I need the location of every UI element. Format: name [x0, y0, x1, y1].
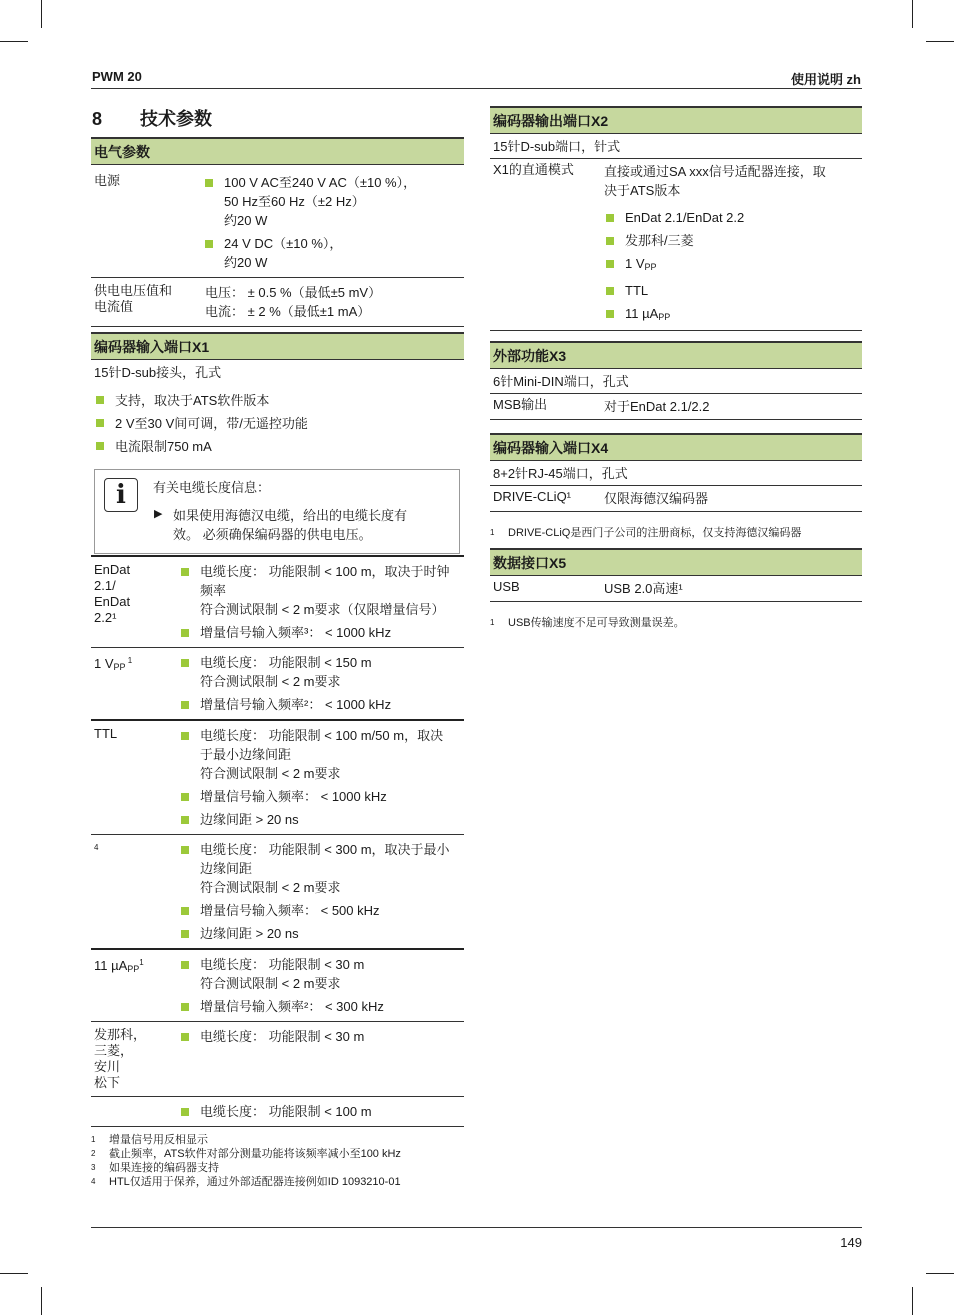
bullet-icon: [181, 568, 189, 576]
row-label-line: USB: [493, 579, 520, 594]
header-product: PWM 20: [92, 69, 142, 84]
bullet-item: [181, 810, 464, 829]
row-text-line: USB 2.0高速¹: [604, 581, 683, 596]
row-label-line-part: 1 V: [94, 656, 114, 671]
row-label: [91, 1027, 181, 1091]
encoder-input-x4-section: [490, 433, 862, 540]
bullet-item: [181, 695, 464, 714]
row-content: [181, 955, 464, 1016]
header-rule: [91, 88, 862, 89]
data-interface-x5-section: [490, 548, 862, 630]
table-row: [91, 950, 464, 1022]
chapter-title: 技术参数: [140, 109, 212, 129]
bullet-item: [181, 901, 464, 920]
table-row: [91, 165, 464, 278]
section-title: 电气参数: [91, 137, 464, 165]
encoder-cable-table: [91, 555, 464, 1127]
bullet-text: 约20 W: [224, 255, 268, 270]
crop-mark: [0, 41, 28, 42]
row-label: [91, 173, 205, 272]
bullet-list: [181, 653, 464, 714]
cable-length-info-box: [94, 469, 460, 554]
row-label-line-part: 1: [125, 656, 133, 665]
table-row: [91, 1097, 464, 1127]
footnote-number: 1: [490, 618, 495, 627]
row-label: [490, 397, 604, 416]
bullet-item: [181, 924, 464, 943]
bullet-list: [181, 955, 464, 1016]
info-text-line: 效。 必须确保编码器的供电电压。: [173, 527, 372, 542]
row-label-line: MSB输出: [493, 397, 548, 412]
bullet-icon: [181, 961, 189, 969]
bullet-text: 100 V AC至240 V AC（±10 %），: [224, 175, 417, 190]
row-label-line: EnDat: [94, 562, 131, 577]
row-label: [91, 562, 181, 642]
row-text-line: 直接或通过SA xxx信号适配器连接，取: [604, 164, 826, 179]
footnote-text: HTL仅适用于保养，通过外部适配器连接例如ID 1093210-01: [109, 1176, 401, 1188]
chapter-number: 8: [92, 109, 103, 129]
row-content: [604, 397, 862, 416]
footnote-number: 4: [91, 1177, 96, 1186]
section-title: 编码器输入端口X4: [490, 433, 862, 461]
table-row: [490, 576, 862, 602]
table-row: [490, 394, 862, 420]
bullet-icon: [181, 793, 189, 801]
bullet-icon: [606, 214, 614, 222]
bullet-icon: [181, 629, 189, 637]
bullet-icon: [181, 1033, 189, 1041]
bullet-list: [181, 840, 464, 943]
section-title: 编码器输入端口X1: [91, 332, 464, 360]
bullet-item: [604, 281, 862, 300]
bullet-text: 增量信号输入频率²： < 300 kHz: [200, 999, 384, 1014]
table-row: [91, 278, 464, 327]
table-row: [91, 721, 464, 835]
bullet-text: 增量信号输入频率³： < 1000 kHz: [200, 625, 392, 640]
bullet-text: 增量信号输入频率： < 1000 kHz: [200, 789, 387, 804]
bullet-text: 符合测试限制 < 2 m要求: [200, 976, 341, 991]
bullet-text: 边缘间距 > 20 ns: [200, 812, 299, 827]
bullet-list: [181, 726, 464, 829]
row-label-line: EnDat: [94, 594, 131, 609]
row-label-line: 2.2¹: [94, 610, 117, 625]
encoder-input-x1-section: [91, 332, 464, 459]
bullet-text: 边缘间距: [200, 861, 253, 876]
row-content: [181, 1027, 464, 1091]
bullet-icon: [181, 1108, 189, 1116]
bullet-text-part: PP: [644, 262, 657, 272]
bullet-item: [604, 208, 862, 227]
section-subtitle: 15针D-sub端口，针式: [490, 134, 862, 159]
row-content: [181, 840, 464, 943]
bullet-item: [205, 234, 464, 272]
bullet-text: 增量信号输入频率²： < 1000 kHz: [200, 697, 392, 712]
row-label-line: 2.1/: [94, 578, 116, 593]
footnote-text: 如果连接的编码器支持: [109, 1162, 219, 1174]
row-label: [490, 162, 604, 327]
bullet-item: [181, 997, 464, 1016]
section-title: 外部功能X3: [490, 341, 862, 369]
bullet-icon: [606, 310, 614, 318]
row-text: [604, 397, 862, 416]
crop-mark: [912, 0, 913, 28]
footnotes: [91, 1133, 464, 1189]
footnote-text: USB传输速度不足可导致测量误差。: [508, 617, 685, 629]
bullet-text: 增量信号输入频率： < 500 kHz: [200, 903, 380, 918]
bullet-item: [181, 840, 464, 897]
bullet-text: EnDat 2.1/EnDat 2.2: [625, 210, 745, 225]
row-content: [181, 562, 464, 642]
crop-mark: [41, 1287, 42, 1315]
section-title: 编码器输出端口X2: [490, 106, 862, 134]
row-label-line: X1的直通模式: [493, 162, 574, 177]
bullet-text: [625, 254, 862, 277]
bullet-text: 电缆长度： 功能限制 < 150 m: [200, 655, 372, 670]
bullet-icon: [181, 1003, 189, 1011]
crop-mark: [41, 0, 42, 28]
crop-mark: [926, 1273, 954, 1274]
bullet-text: 电流限制750 mA: [115, 439, 212, 454]
footnote-text: DRIVE-CLiQ是西门子公司的注册商标，仅支持海德汉编码器: [508, 527, 802, 539]
bullet-icon: [606, 260, 614, 268]
row-text-line: 仅限海德汉编码器: [604, 491, 709, 506]
row-text-line: 对于EnDat 2.1/2.2: [604, 399, 710, 414]
external-function-x3-section: [490, 341, 862, 420]
row-label-line-part: 11 µA: [94, 958, 128, 973]
row-content: [205, 173, 464, 272]
chapter-heading: [92, 105, 212, 131]
bullet-icon: [181, 930, 189, 938]
footnote: [91, 1133, 464, 1147]
bullet-text: 电缆长度： 功能限制 < 100 m: [200, 1104, 372, 1119]
footnote: [91, 1175, 464, 1189]
row-label-line: 电源: [94, 173, 121, 188]
bullet-item: [181, 653, 464, 691]
crop-mark: [0, 1273, 28, 1274]
row-label-line: [94, 840, 181, 859]
row-content: [181, 726, 464, 829]
footnote-number: 3: [91, 1163, 96, 1172]
row-label-line: 供电电压值和: [94, 283, 173, 298]
bullet-icon: [181, 816, 189, 824]
bullet-icon: [181, 907, 189, 915]
bullet-text: 支持，取决于ATS软件版本: [115, 393, 270, 408]
crop-mark: [926, 41, 954, 42]
bullet-text-part: 11 µA: [625, 306, 659, 321]
bullet-item: [181, 726, 464, 783]
row-content: [604, 489, 862, 508]
row-text-line: 决于ATS版本: [604, 183, 681, 198]
bullet-text-part: 1 V: [625, 256, 645, 271]
bullet-list: [181, 1102, 464, 1121]
bullet-icon: [181, 659, 189, 667]
arrow-icon: ▶: [154, 508, 163, 520]
bullet-text: 边缘间距 > 20 ns: [200, 926, 299, 941]
bullet-text: 2 V至30 V间可调，带/无遥控功能: [115, 416, 308, 431]
bullet-text: 发那科/三菱: [625, 233, 694, 248]
bullet-text: 约20 W: [224, 213, 268, 228]
bullet-item: [205, 173, 464, 230]
row-label-line: 三菱，: [94, 1043, 134, 1058]
bullet-icon: [181, 732, 189, 740]
bullet-item: [181, 623, 464, 642]
bullet-text: 频率: [200, 583, 227, 598]
page-number: 149: [840, 1235, 862, 1250]
bullet-item: [604, 304, 862, 327]
bullet-item: [91, 413, 464, 432]
row-text-line: 电流： ± 2 %（最低±1 mA）: [205, 304, 371, 319]
table-row: [91, 648, 464, 721]
bullet-list: [91, 390, 464, 455]
row-text: [604, 162, 862, 200]
bullet-list: [181, 1027, 464, 1046]
bullet-icon: [96, 396, 104, 404]
bullet-text: 电缆长度： 功能限制 < 300 m，取决于最小: [200, 842, 450, 857]
bullet-list: [181, 562, 464, 642]
bullet-item: [181, 1102, 464, 1121]
row-text: [205, 283, 464, 321]
info-text-line: 如果使用海德汉电缆，给出的电缆长度有: [173, 508, 408, 523]
footnote: [91, 1147, 464, 1161]
bullet-text: 50 Hz至60 Hz（±2 Hz）: [224, 194, 365, 209]
bullet-text: 符合测试限制 < 2 m要求: [200, 766, 341, 781]
footnote-text: 增量信号用反相显示: [109, 1134, 208, 1146]
row-label-line: [94, 653, 181, 675]
row-text-line: 电压： ± 0.5 %（最低±5 mV）: [205, 285, 382, 300]
row-label-line: 电流值: [94, 299, 134, 314]
bullet-icon: [205, 179, 213, 187]
footnotes: [490, 616, 862, 630]
row-label: [91, 283, 205, 321]
bullet-text-part: PP: [658, 312, 671, 322]
row-label-line-part: 4: [94, 843, 99, 852]
footnote: [490, 526, 862, 540]
bullet-item: [181, 562, 464, 619]
electrical-section: [91, 137, 464, 327]
row-label: [490, 579, 604, 598]
table-row: [490, 486, 862, 512]
row-label: [91, 1102, 181, 1121]
row-content: [205, 283, 464, 321]
bullet-text: 符合测试限制 < 2 m要求（仅限增量信号）: [200, 602, 445, 617]
info-heading: 有关电缆长度信息：: [153, 480, 271, 495]
row-content: [604, 579, 862, 598]
footnote: [490, 616, 862, 630]
row-label: [91, 955, 181, 1016]
footnote-text: 截止频率，ATS软件对部分测量功能将该频率减小至100 kHz: [109, 1148, 401, 1160]
bullet-text: 电缆长度： 功能限制 < 100 m，取决于时钟: [200, 564, 450, 579]
bullet-text: 24 V DC（±10 %），: [224, 236, 343, 251]
bullet-text: 于最小边缘间距: [200, 747, 292, 762]
bullet-item: [181, 1027, 464, 1046]
bullet-item: [604, 231, 862, 250]
bullet-list: [205, 173, 464, 272]
footnote-number: 1: [91, 1135, 96, 1144]
bullet-icon: [181, 846, 189, 854]
table-row: [490, 159, 862, 331]
footnote-number: 1: [490, 528, 495, 537]
row-label: [91, 840, 181, 943]
bullet-text: 电缆长度： 功能限制 < 100 m/50 m，取决: [200, 728, 444, 743]
row-label-line: 松下: [94, 1075, 121, 1090]
bullet-text: 电缆长度： 功能限制 < 30 m: [200, 957, 365, 972]
row-label: [91, 653, 181, 714]
bullet-icon: [606, 237, 614, 245]
row-label-line: [94, 955, 181, 977]
info-text: [173, 506, 407, 544]
bullet-text: TTL: [625, 283, 649, 298]
bullet-icon: [181, 701, 189, 709]
row-label-line: TTL: [94, 726, 118, 741]
table-row: [91, 1022, 464, 1097]
section-title: 数据接口X5: [490, 548, 862, 576]
bullet-icon: [96, 419, 104, 427]
bullet-item: [91, 390, 464, 409]
row-content: [181, 1102, 464, 1121]
bullet-item: [91, 436, 464, 455]
footer-rule: [91, 1227, 862, 1228]
info-icon: i: [104, 478, 138, 512]
bullet-icon: [606, 287, 614, 295]
bullet-item: [181, 955, 464, 993]
row-content: [604, 162, 862, 327]
footnotes: [490, 526, 862, 540]
bullet-text: 符合测试限制 < 2 m要求: [200, 674, 341, 689]
row-content: [181, 653, 464, 714]
bullet-icon: [96, 442, 104, 450]
row-label-line-part: PP: [113, 662, 126, 672]
row-label-line: 安川: [94, 1059, 121, 1074]
row-label-line: DRIVE-CLiQ¹: [493, 489, 572, 504]
crop-mark: [912, 1287, 913, 1315]
bullet-text: 符合测试限制 < 2 m要求: [200, 880, 341, 895]
section-subtitle: 15针D-sub接头，孔式: [94, 365, 222, 380]
bullet-list: [604, 208, 862, 327]
table-row: [91, 557, 464, 648]
bullet-text: 电缆长度： 功能限制 < 30 m: [200, 1029, 365, 1044]
row-text: [604, 489, 862, 508]
bullet-icon: [205, 240, 213, 248]
row-label-line-part: 1: [139, 958, 144, 967]
header-manual: 使用说明 zh: [790, 72, 861, 87]
row-label-line: 发那科，: [94, 1027, 147, 1042]
section-subtitle: 8+2针RJ-45端口，孔式: [490, 461, 862, 486]
encoder-output-x2-section: [490, 106, 862, 331]
footnote: [91, 1161, 464, 1175]
row-label: [91, 726, 181, 829]
row-label: [490, 489, 604, 508]
bullet-text: [625, 304, 862, 327]
bullet-item: [181, 787, 464, 806]
section-subtitle: 6针Mini-DIN端口，孔式: [490, 369, 862, 394]
table-row: [91, 835, 464, 950]
bullet-item: [604, 254, 862, 277]
row-label-line-part: PP: [127, 964, 140, 974]
footnote-number: 2: [91, 1149, 96, 1158]
row-text: [604, 579, 862, 598]
